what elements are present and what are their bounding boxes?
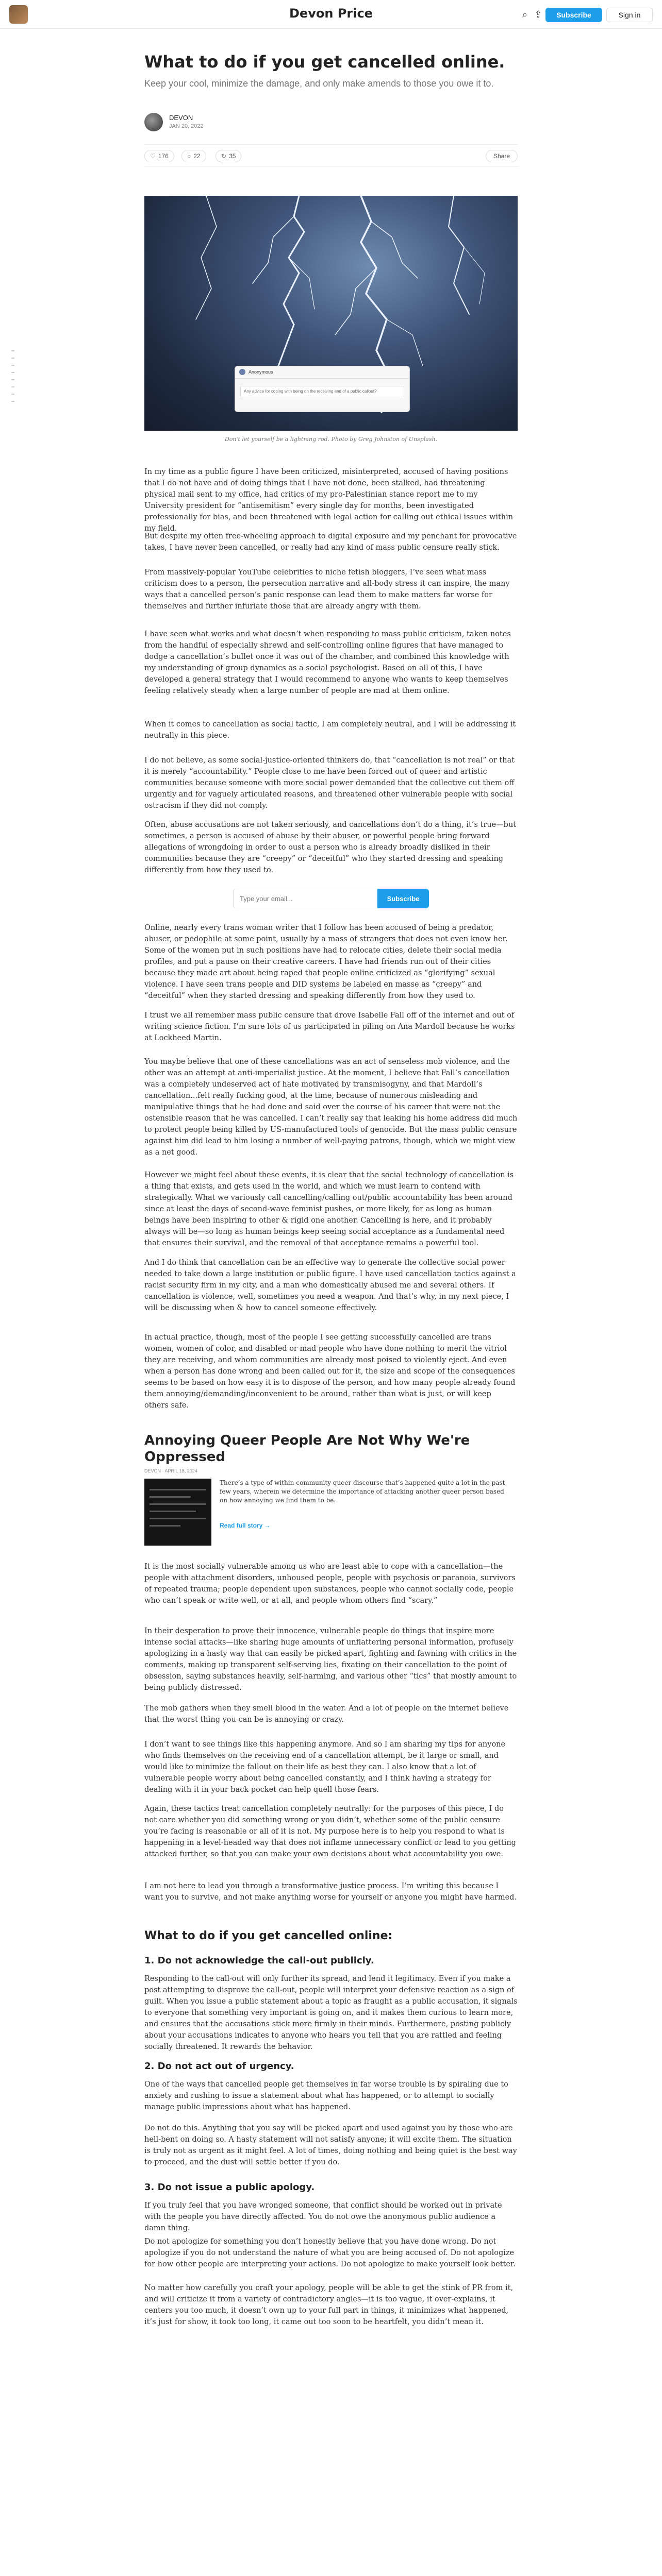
body-paragraph: I am not here to lead you through a transformative justice process. I’m writing this because I want you to survive, and not make anything worse for yourself or anyone you might have harmed.: [144, 1882, 517, 1902]
dialog-text: Any advice for coping with being on the receiving end of a public callout?: [240, 386, 404, 397]
guide-paragraph: Responding to the call-out will only further its spread, and lend it legitimacy. Even if you make a post attempting to disprove the call-out, people will interpret your defensive reaction as a sign of guilt. When you issue a public statement about a topic as fraught as a public accusation, it signals to everyone that something very important is going on, and it makes them curious to learn more, and ensures that the accusations stick more firmly in their minds. Furthermore, posting publicly about your accusations indicates to anyone who hears you tell that you are rattled and feeling socially threatened. It rewards the behavior.: [144, 1975, 518, 2051]
restack-button[interactable]: [216, 150, 241, 162]
embed-text: There’s a type of within-community queer discourse that’s happened quite a lot in the past few years, wherein we determine the importance of attacking another queer person based on how annoying we find them to be.: [220, 1479, 505, 1504]
author-name[interactable]: DEVON: [169, 114, 193, 122]
post-actions: [144, 144, 518, 167]
avatar[interactable]: [144, 113, 163, 131]
guide-paragraph: Do not apologize for something you don’t honestly believe that you have done wrong. Do not apologize if you do not understand the nature of what you are being accused of. Do not apologize for how other people are interpreting your actions. Do not apologize to make yourself look better.: [144, 2238, 516, 2268]
body-paragraph: From massively-popular YouTube celebrities to niche fetish bloggers, I’ve seen what mass criticism does to a person, the persecution narrative and all-body stress it can inspire, the many ways that a cancelled person’s panic response can lead them to make matters far worse for themselves and further infuriate those that are already angry with them.: [144, 568, 510, 611]
body-paragraph: In my time as a public figure I have been criticized, misinterpreted, accused of having positions that I do not have and of doing things that I have not done, been stalked, had threatening physical mail sent to my office, had critics of my pro-Palestinian stance report me to my University president for “antisemitism” every single day for months, been investigated professionally for bias, and been threatened with legal action for calling out ethical issues within my field.: [144, 468, 514, 533]
body-paragraph: I don’t want to see things like this happening anymore. And so I am sharing my tips for anyone who finds themselves on the receiving end of a cancellation attempt, be it large or small, and would like to minimize the fallout on their life as best they can. I also know that a lot of vulnerable people worry about being cancelled constantly, and I think having a strategy for dealing with it in your back pocket can help quell those fears.: [144, 1740, 506, 1794]
embed-meta: DEVON · APRIL 18, 2024: [144, 1468, 197, 1473]
section-nav-dots[interactable]: [11, 350, 15, 408]
embed-title[interactable]: Annoying Queer People Are Not Why We're Oppressed: [144, 1433, 470, 1465]
post-date: JAN 20, 2022: [169, 123, 204, 129]
body-paragraph: In their desperation to prove their innocence, vulnerable people do things that inspire more intense social attacks—like sharing huge amounts of unflattering personal information, profusely apologizing in a hasty way that can easily be picked apart, fighting and fawning with critics in the comments, making up transparent self-serving lies, fixating on their cancellation to the point of obsession, saying substances heavily, self-harming, and various other “tics” that mostly amount to being publicly distressed.: [144, 1627, 517, 1692]
guide-paragraph: No matter how carefully you craft your apology, people will be able to get the stink of PR from it, and will criticize it from a variety of contradictory angles—it is too vague, it over-explains, it centers you too much, it doesn’t own up to your full part in things, it minimizes what happened, it’s just for show, it took too long, it came out too soon to be heartfelt, you didn’t mean it.: [144, 2284, 514, 2326]
guide-paragraph: If you truly feel that you have wronged someone, that conflict should be worked out in private with the people you have directly affected. You do not owe the anonymous public audience a damn thing.: [144, 2201, 502, 2232]
body-paragraph: But despite my often free-wheeling approach to digital exposure and my penchant for provocative takes, I have never been cancelled, or really had any kind of mass public censure really stick.: [144, 532, 517, 552]
body-paragraph: I trust we all remember mass public censure that drove Isabelle Fall off of the internet and out of writing science fiction. I’m sure lots of us participated in piling on Ana Mardoll because he works at Lockheed Martin.: [144, 1011, 515, 1042]
comment-count: 22: [193, 152, 201, 160]
search-icon[interactable]: ⌕: [522, 9, 528, 20]
body-paragraph: In actual practice, though, most of the people I see getting successfully cancelled are trans women, women of color, and disabled or mad people who have done nothing to merit the vitriol they are receiving, and whom communities are already most poised to violently eject. And even when a person has done wrong and been called out for it, the size and scope of the consequences seems to be based on how easy it is to dispose of the person, and how many people already found them annoying/demanding/inconvenient to be around, rather than what is just, or will keep others safe.: [144, 1333, 516, 1410]
site-title[interactable]: Devon Price: [289, 6, 373, 21]
body-paragraph: I have seen what works and what doesn’t when responding to mass public criticism, taken notes from the handful of especially shrewd and self-controlling online figures that have managed to dodge a cancellation’s bullet once it was out of the chamber, and combined this knowledge with my understanding of group dynamics as a social psychologist. Based on all of this, I have developed a general strategy that I would recommend to anyone who wants to keep themselves feeling relatively steady when a large number of people are mad at them online.: [144, 630, 511, 695]
embed-thumbnail[interactable]: [144, 1479, 211, 1546]
comment-icon: ○: [187, 152, 191, 160]
guide-heading: What to do if you get cancelled online:: [144, 1929, 393, 1942]
top-bar: [0, 0, 662, 29]
guide-paragraph: Do not do this. Anything that you say will be picked apart and used against you by those who are hell-bent on doing so. A hasty statement will not satisfy anyone; it will excite them. The situation is truly not as urgent as it might feel. A lot of times, doing nothing and being quiet is the best way to proceed, and the dust will settle better if you do.: [144, 2124, 517, 2166]
guide-step-heading: 3. Do not issue a public apology.: [144, 2182, 315, 2193]
dialog-header: Anonymous: [235, 366, 409, 379]
body-paragraph: Often, abuse accusations are not taken seriously, and cancellations don’t do a thing, it’s true—but sometimes, a person is accused of abuse by their abuser, or powerful people bring forward allegations of wrongdoing in order to oust a person who is already broadly disliked in their communities because they are “creepy” or “deceitful” who they started dressing and speaking differently from how they used to.: [144, 821, 517, 874]
question-dialog: [235, 366, 410, 412]
embed-card[interactable]: [144, 1479, 518, 1546]
like-button[interactable]: [144, 150, 174, 162]
guide-paragraph: One of the ways that cancelled people get themselves in far worse trouble is by spiraling due to anxiety and rushing to issue a statement about what has happened, or to attempt to socially manage public impressions about what has happened.: [144, 2080, 508, 2111]
body-paragraph: I do not believe, as some social-justice-oriented thinkers do, that “cancellation is not real” or that it is merely “accountability.” People close to me have been forced out of queer and artistic communities because someone with more social power demanded that the collective cut them off urgently and for vaguely articulated reasons, and threatened other vulnerable people with social ostracism if they did not comply.: [144, 756, 515, 810]
share-icon[interactable]: ⇪: [534, 9, 542, 20]
body-paragraph: And I do think that cancellation can be an effective way to generate the collective social power needed to take down a large institution or public figure. I have used cancellation tactics against a racist security firm in my city, and a man who domestically abused me and several others. If cancellation is violence, well, sometimes you need a weapon. And that’s why, in my next piece, I will be discussing when & how to cancel someone effectively.: [144, 1259, 516, 1312]
guide-step-heading: 1. Do not acknowledge the call-out publicly.: [144, 1955, 374, 1966]
read-full-story-link[interactable]: Read full story →: [220, 1522, 271, 1529]
guide-step-heading: 2. Do not act out of urgency.: [144, 2061, 294, 2072]
share-button[interactable]: Share: [486, 150, 518, 162]
email-input[interactable]: [233, 889, 377, 908]
restack-icon: ↻: [221, 152, 227, 160]
body-paragraph: It is the most socially vulnerable among us who are least able to cope with a cancellation—the people with attachment disorders, unhoused people, people with psychosis or paranoia, survivors of repeated trauma; people dependent upon substances, people who cannot socially code, people who can’t speak or write well, or at all, and people whom others find “scary.”: [144, 1563, 516, 1605]
body-paragraph: When it comes to cancellation as social tactic, I am completely neutral, and I will be addressing it neutrally in this piece.: [144, 720, 516, 740]
body-paragraph: Again, these tactics treat cancellation completely neutrally: for the purposes of this piece, I do not care whether you did something wrong or you didn’t, whether some of the public censure you’re facing is reasonable or all of it is not. My purpose here is to help you respond to what is happening in a level-headed way that does not inflame unnecessary conflict or lead to you getting attacked further, so that you can make your own decisions about what accountability you owe.: [144, 1805, 516, 1858]
restack-count: 35: [229, 152, 236, 160]
body-paragraph: The mob gathers when they smell blood in the water. And a lot of people on the internet believe that the worst thing you can be is annoying or crazy.: [144, 1704, 509, 1724]
subscribe-button[interactable]: Subscribe: [545, 8, 602, 22]
heart-icon: ♡: [150, 152, 156, 160]
body-paragraph: You maybe believe that one of these cancellations was an act of senseless mob violence, and the other was an attempt at anti-imperialist justice. At the moment, I believe that Fall’s cancellation was a completely undeserved act of hate motivated by transmisogyny, and that Mardoll’s cancellation...felt really fucking good, at the time, because of numerous misleading and manipulative things that he had done and said over the course of his career that were not the ostensible reason that he was cancelled. I can’t really say that leaking his home address did much to protect people being killed by US-manufactured tools of genocide. But the mass public censure against him did lead to him losing a number of well-paying patrons, though, which we might view as a net good.: [144, 1058, 518, 1157]
author-row: [144, 111, 518, 137]
image-caption: Don't let yourself be a lightning rod. Photo by Greg Johnston of Unsplash.: [224, 436, 438, 443]
hero-image[interactable]: [144, 196, 518, 431]
post-subtitle: Keep your cool, minimize the damage, and only make amends to those you owe it to.: [144, 78, 494, 89]
sign-in-button[interactable]: Sign in: [606, 8, 653, 22]
body-paragraph: However we might feel about these events, it is clear that the social technology of cancellation is a thing that exists, and gets used in the world, and which we must learn to contend with strategically. What we variously call cancelling/calling out/public accountability has been around since at least the days of second-wave feminist pushes, or more likely, for as long as human beings have been inspiring to other & rigid one another. Cancelling is here, and it probably always will be—so long as human beings keep seeing social acceptance as a fundamental need that ensures their survival, and the removal of that acceptance remains a powerful tool.: [144, 1171, 514, 1247]
subscribe-form: [233, 889, 429, 908]
comment-button[interactable]: [181, 150, 206, 162]
body-paragraph: Online, nearly every trans woman writer that I follow has been accused of being a predator, abuser, or pedophile at some point, usually by a mass of strangers that does not even know her. Some of the women put in such positions have had to relocate cities, delete their social media profiles, and put a pause on their creative careers. I have had friends run out of their cities because they made art about being raped that people online criticized as “glorifying” sexual violence. I have seen trans people and DID systems be labeled en masse as “creepy” and “deceitful” when they started dressing and speaking differently from how they used to.: [144, 924, 508, 1000]
post-title: What to do if you get cancelled online.: [144, 52, 505, 72]
like-count: 176: [158, 152, 169, 160]
subscribe-form-button[interactable]: Subscribe: [377, 889, 429, 908]
